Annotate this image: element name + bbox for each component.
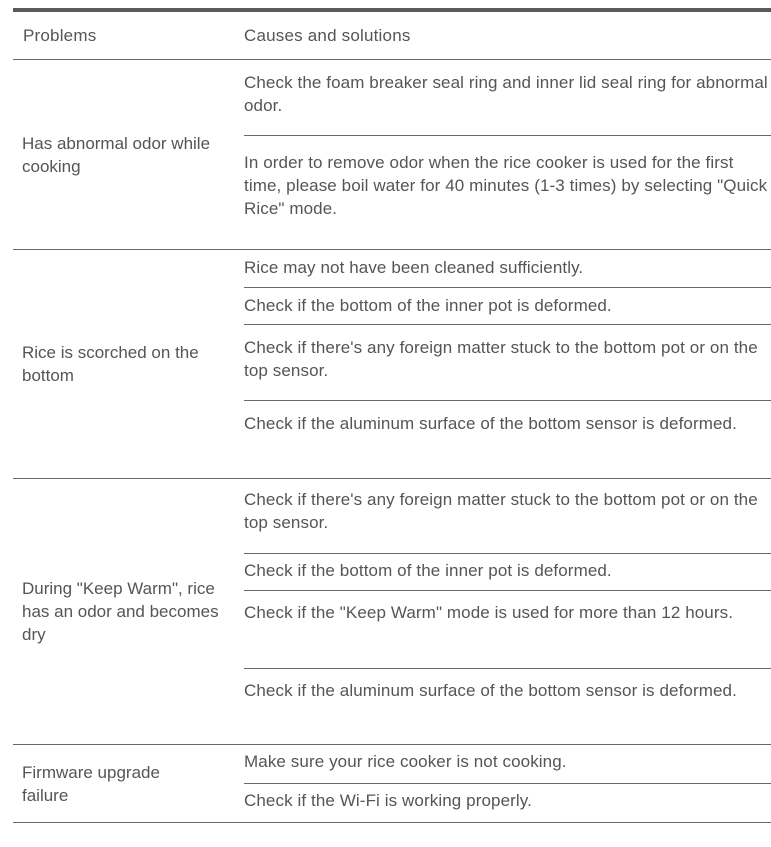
table-row-group: [13, 745, 771, 823]
problem-text: Firmware upgrade failure: [22, 762, 160, 805]
causes-cell: [244, 479, 771, 744]
cause-item: Check if there's any foreign matter stuck to the bottom pot or on the top sensor.: [244, 325, 771, 401]
problem-cell: [13, 250, 244, 478]
cause-item: Check if the bottom of the inner pot is deformed.: [244, 288, 771, 325]
table-row-group: [13, 60, 771, 250]
cause-item: Check if the aluminum surface of the bottom sensor is deformed.: [244, 681, 737, 700]
cause-item: Rice may not have been cleaned sufficiently.: [244, 250, 771, 288]
cause-item: Make sure your rice cooker is not cooking.: [244, 745, 771, 784]
problem-cell: [13, 60, 244, 249]
cause-item: Check if the bottom of the inner pot is deformed.: [244, 554, 771, 591]
cause-item: Check if there's any foreign matter stuck to the bottom pot or on the top sensor.: [244, 479, 771, 554]
problem-cell: [13, 479, 244, 744]
problem-text: During "Keep Warm", rice has an odor and becomes dry: [22, 579, 219, 644]
table-row-group: [13, 250, 771, 479]
cause-item: In order to remove odor when the rice cooker is used for the first time, please boil water for 40 minutes (1-3 times) by selecting "Quick Rice" mode.: [244, 153, 768, 218]
cause-item: Check the foam breaker seal ring and inner lid seal ring for abnormal odor.: [244, 60, 771, 136]
causes-cell: [244, 60, 771, 249]
cause-item: Check if the "Keep Warm" mode is used for more than 12 hours.: [244, 591, 771, 669]
problem-text: Rice is scorched on the bottom: [22, 343, 199, 385]
causes-cell: [244, 250, 771, 478]
cause-item: Check if the Wi-Fi is working properly.: [244, 791, 532, 810]
cause-item: Check if the aluminum surface of the bottom sensor is deformed.: [244, 414, 737, 433]
causes-cell: [244, 745, 771, 822]
header-causes: Causes and solutions: [244, 25, 411, 45]
table-header: [13, 12, 771, 60]
header-problems: Problems: [23, 25, 97, 45]
table-row-group: [13, 479, 771, 745]
problem-text: Has abnormal odor while cooking: [22, 133, 211, 176]
problem-cell: [13, 745, 244, 822]
troubleshooting-table: [13, 8, 771, 823]
